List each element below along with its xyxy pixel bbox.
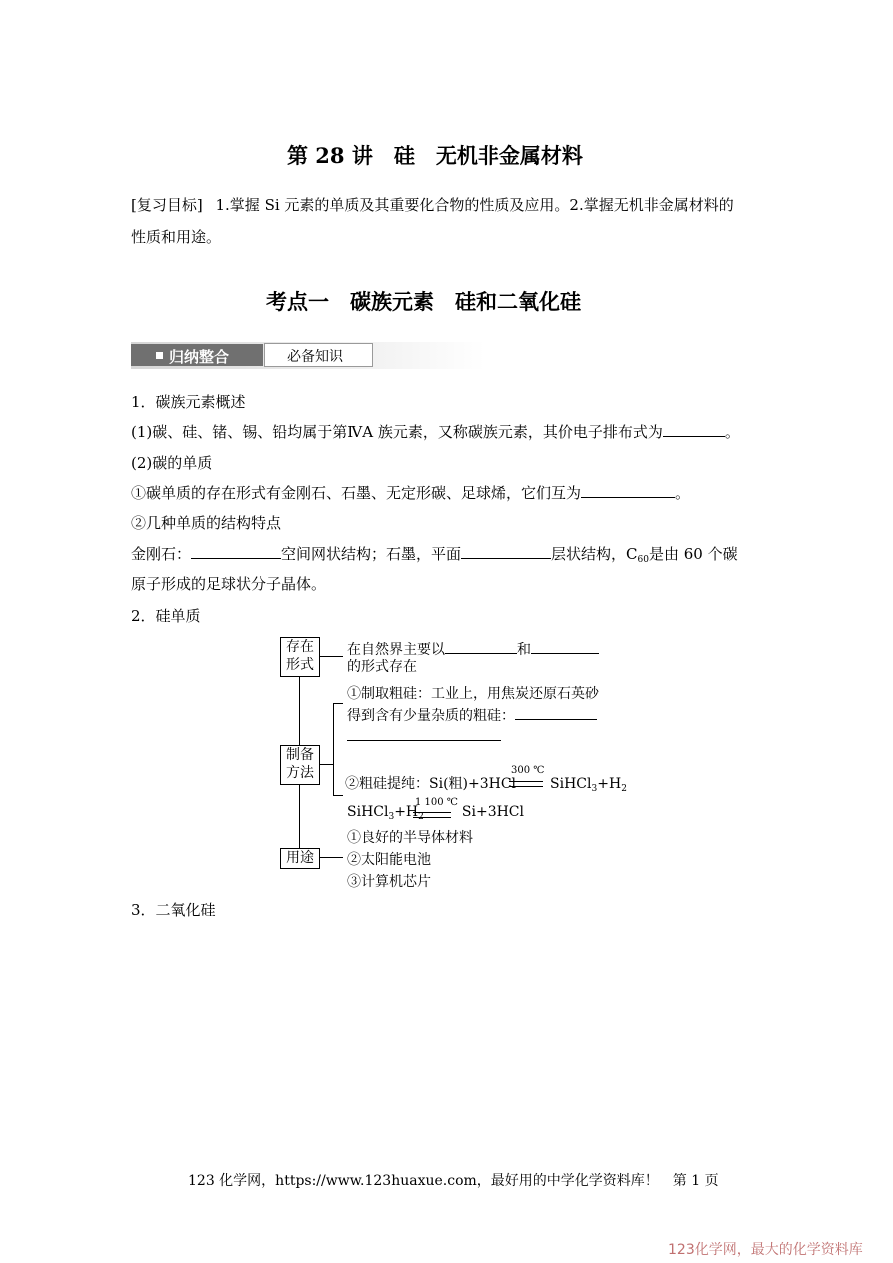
connector-line — [319, 656, 343, 657]
review-goals-text: 1.掌握 Si 元素的单质及其重要化合物的性质及应用。2.掌握无机非金属材料的 — [215, 196, 734, 214]
connector-line — [299, 784, 300, 848]
watermark: 123化学网，最大的化学资料库 — [668, 1242, 863, 1258]
diagram-text: +H — [394, 804, 419, 820]
bracket-line — [333, 703, 343, 704]
use-item-2: ②太阳能电池 — [347, 852, 431, 868]
paragraph-text: (1)碳、硅、锗、锡、铅均属于第ⅣA 族元素，又称碳族元素，其价电子排布式为 — [131, 423, 663, 441]
exist-line2: 的形式存在 — [347, 659, 417, 675]
paragraph-carbon-group — [131, 422, 740, 442]
connector-line — [299, 676, 300, 745]
heading-silicon-dioxide: 3．二氧化硅 — [131, 901, 216, 919]
fill-blank — [461, 544, 551, 559]
fill-blank — [191, 544, 281, 559]
lecture-title: 第 28 讲 硅 无机非金属材料 — [287, 143, 583, 168]
paragraph-structure — [131, 544, 738, 570]
square-bullet-icon — [156, 352, 163, 359]
page-footer: 123 化学网，https://www.123huaxue.com，最好用的中学化学资料库！ 第 1 页 — [188, 1173, 719, 1189]
diagram-text: SiHCl — [347, 804, 389, 820]
paragraph-text: 金刚石： — [131, 545, 192, 563]
heading-silicon: 2．硅单质 — [131, 607, 201, 625]
use-item-3: ③计算机芯片 — [347, 874, 431, 890]
paragraph-text: 空间网状结构；石墨，平面 — [281, 545, 462, 563]
diagram-text: 和 — [517, 642, 531, 658]
banner-knowledge-label: 必备知识 — [287, 349, 343, 365]
diagram-text: ②粗硅提纯：Si(粗)+3HCl — [345, 776, 517, 792]
paragraph-text: ①碳单质的存在形式有金刚石、石墨、无定形碳、足球烯，它们互为 — [131, 484, 582, 502]
diagram-text: SiHCl — [550, 776, 592, 792]
prep-line1: ①制取粗硅：工业上，用焦炭还原石英砂 — [347, 686, 599, 702]
heading-carbon-element: (2)碳的单质 — [131, 454, 213, 472]
fill-blank — [347, 740, 501, 741]
fill-blank — [663, 422, 725, 437]
subscript: 2 — [621, 784, 627, 794]
paragraph-text: 层状结构，C — [551, 545, 638, 563]
box-exist-form — [280, 637, 320, 677]
connector-line — [319, 764, 333, 765]
review-goals-line1 — [131, 195, 734, 215]
diagram-text: Si+3HCl — [461, 804, 524, 820]
prep-line2 — [347, 705, 597, 725]
fill-blank — [515, 705, 597, 720]
fill-blank — [531, 639, 599, 654]
paragraph-allotropes — [131, 483, 690, 503]
paragraph-punct: 。 — [675, 484, 691, 502]
paragraph-structure-heading: ②几种单质的结构特点 — [131, 514, 282, 532]
review-goals-line2: 性质和用途。 — [131, 228, 222, 246]
box-preparation — [280, 745, 320, 785]
subscript: 3 — [388, 812, 395, 822]
use-item-1: ①良好的半导体材料 — [347, 830, 473, 846]
banner-summary — [131, 344, 263, 366]
box-label: 方法 — [286, 765, 314, 781]
paragraph-punct: 。 — [724, 423, 740, 441]
banner-summary-label: 归纳整合 — [169, 348, 230, 366]
review-goals-label: [复习目标] — [131, 196, 203, 214]
equals-sign — [509, 781, 543, 787]
box-label: 形式 — [286, 657, 314, 673]
bracket-line — [333, 703, 334, 795]
diagram-text: 在自然界主要以 — [347, 642, 445, 658]
fill-blank — [445, 639, 517, 654]
box-usage — [280, 848, 320, 869]
paragraph-structure-cont: 原子形成的足球状分子晶体。 — [131, 575, 327, 593]
box-label: 存在 — [286, 639, 314, 655]
prep-line3 — [345, 773, 627, 794]
banner-knowledge — [264, 343, 373, 367]
fill-blank — [581, 483, 675, 498]
reaction-condition: 300 ℃ — [511, 765, 545, 776]
section-title: 考点一 碳族元素 硅和二氧化硅 — [266, 289, 581, 314]
diagram-text: +H — [597, 776, 622, 792]
equals-sign — [413, 812, 451, 818]
connector-line — [319, 857, 343, 858]
bracket-line — [333, 795, 343, 796]
box-label: 制备 — [286, 747, 314, 763]
diagram-text: 得到含有少量杂质的粗硅： — [347, 708, 515, 724]
box-label: 用途 — [286, 850, 314, 866]
heading-carbon-group: 1．碳族元素概述 — [131, 393, 246, 411]
subscript: 2 — [418, 812, 424, 822]
subscript: 3 — [591, 784, 598, 794]
subscript: 60 — [637, 555, 649, 565]
paragraph-text: 是由 60 个碳 — [648, 545, 738, 563]
reaction-condition: 1 100 ℃ — [415, 797, 458, 808]
